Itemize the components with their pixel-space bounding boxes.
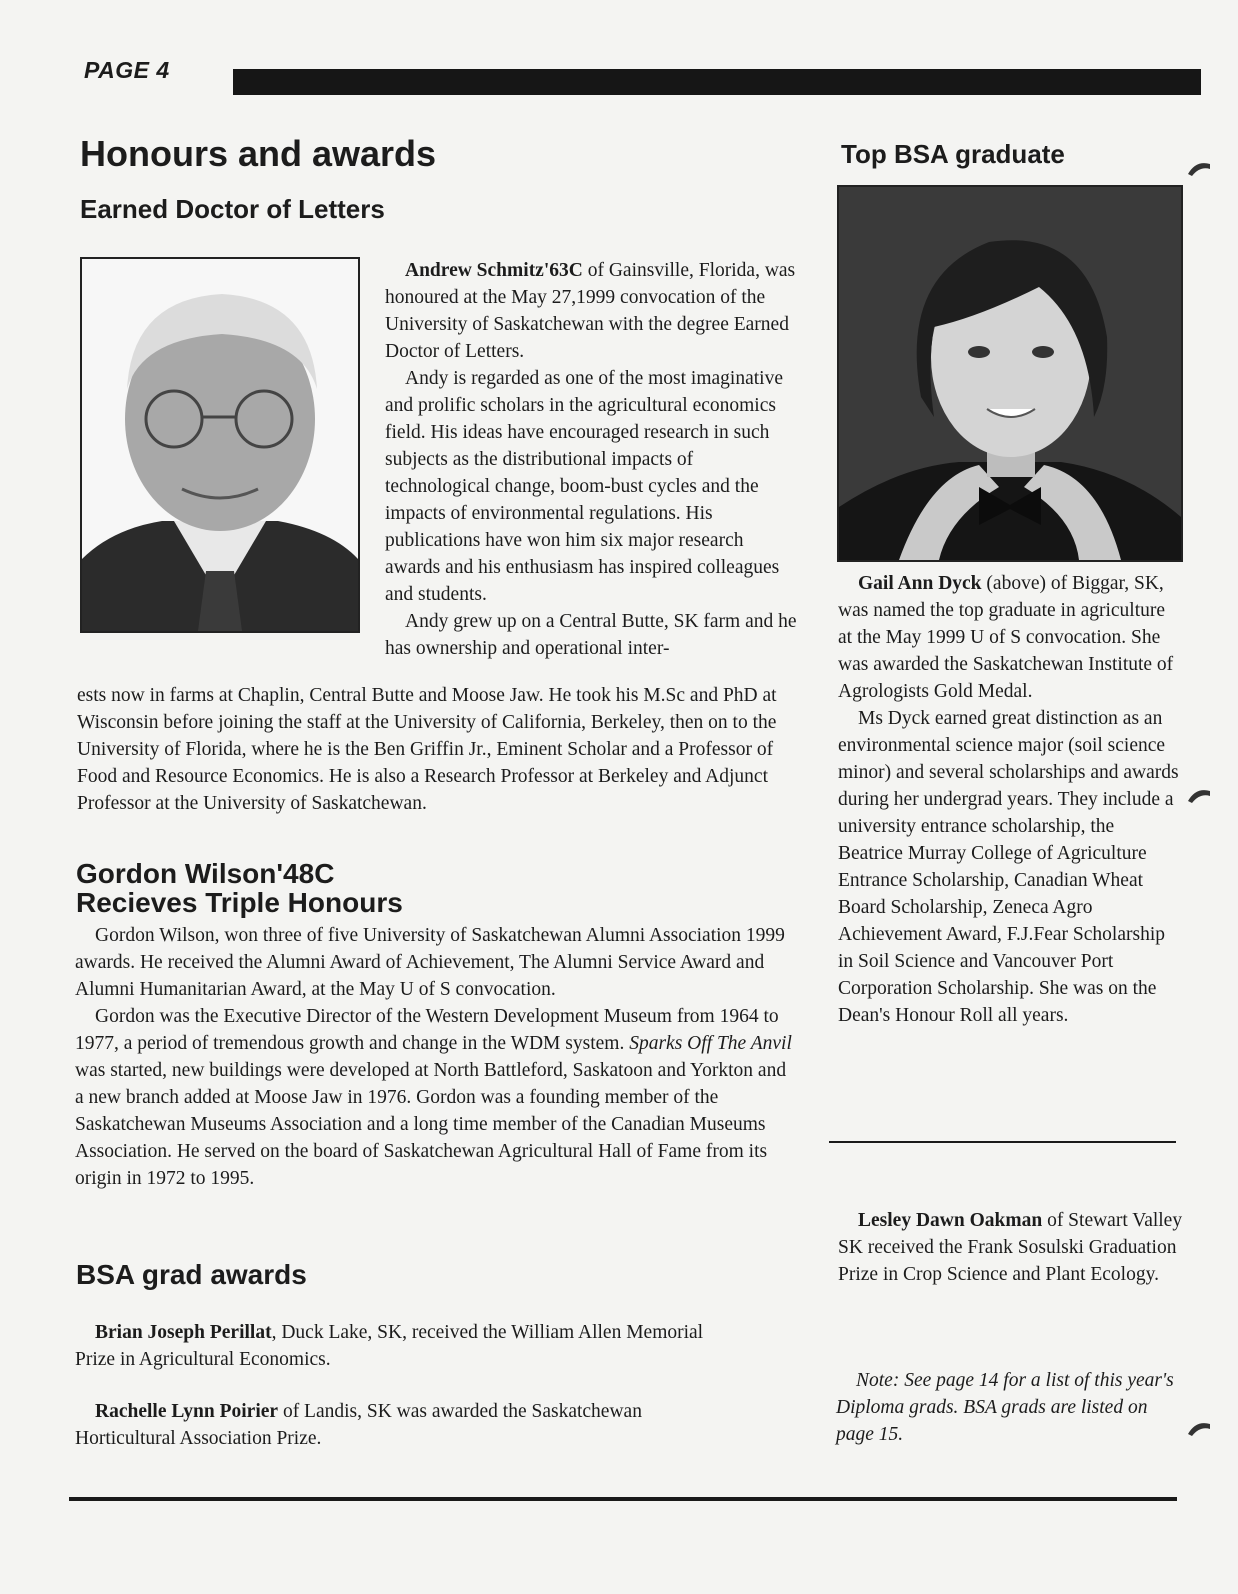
binder-hole-mark xyxy=(1188,160,1210,176)
wilson-paragraph-2a: Gordon was the Executive Director of the Western Development Museum from 1964 to 1977, a period of tremendous growth and change in the WDM system. xyxy=(75,1006,779,1054)
footer-rule xyxy=(69,1497,1177,1501)
schmitz-name: Andrew Schmitz'63C xyxy=(405,260,583,281)
page-title: Honours and awards xyxy=(80,133,437,174)
perillat-name: Brian Joseph Perillat xyxy=(95,1322,272,1343)
wilson-heading-line2: Recieves Triple Honours xyxy=(76,887,403,918)
note-text: Note: See page 14 for a list of this year's Diploma grads. BSA grads are listed on page 15. xyxy=(836,1370,1174,1445)
poirier-name: Rachelle Lynn Poirier xyxy=(95,1401,279,1422)
schmitz-intro: of Gainsville, Florida, was honoured at the May 27,1999 convocation of the University of Saskatchewan with the degree Earned Doctor of Letters. xyxy=(385,260,796,362)
diploma-note xyxy=(836,1367,1178,1448)
schmitz-paragraph-2: Andy is regarded as one of the most imaginative and prolific scholars in the agricultural economics field. His ideas have encouraged research in such subjects as the distributional impacts of technological change, boom-bust cycles and the impacts of environmental regulations. His publications have won him six major research awards and his enthusiasm has inspired colleagues and students. xyxy=(385,368,783,605)
dyck-article xyxy=(838,570,1183,1029)
bsa-award-poirier xyxy=(75,1398,745,1452)
dyck-paragraph-2: Ms Dyck earned great distinction as an environmental science major (soil science minor) and several scholarships and awards during her undergrad years. They include a university entrance scholarship, the Beatrice Murray College of Agriculture Entrance Scholarship, Canadian Wheat Board Scholarship, Zeneca Agro Achievement Award, F.J.Fear Scholarship in Soil Science and Vancouver Port Corporation Scholarship. She was on the Dean's Honour Roll all years. xyxy=(838,708,1179,1026)
schmitz-article-top xyxy=(385,257,797,662)
perillat-text: , Duck Lake, SK, received the William Allen Memorial Prize in Agricultural Economics. xyxy=(75,1322,704,1370)
dyck-name: Gail Ann Dyck xyxy=(858,573,982,594)
sparks-off-the-anvil-title: Sparks Off The Anvil xyxy=(629,1033,792,1054)
oakman-text: of Stewart Valley SK received the Frank Sosulski Graduation Prize in Crop Science and Plant Ecology. xyxy=(838,1210,1183,1285)
poirier-text: of Landis, SK was awarded the Saskatchewan Horticultural Association Prize. xyxy=(75,1401,642,1449)
wilson-paragraph-2b: was started, new buildings were developed at North Battleford, Saskatoon and Yorkton and a new branch added at Moose Jaw in 1976. Gordon was a founding member of the Saskatchewan Museums Association and a long time member of the Canadian Museums Association. He served on the board of Saskatchewan Agricultural Hall of Fame from its origin in 1972 to 1995. xyxy=(75,1060,787,1189)
schmitz-paragraph-3-start: Andy grew up on a Central Butte, SK farm and he has ownership and operational inter- xyxy=(385,611,797,659)
binder-hole-mark xyxy=(1188,1420,1210,1436)
portrait-man-image xyxy=(82,259,358,631)
wilson-article xyxy=(75,922,795,1192)
sidebar-divider xyxy=(829,1141,1176,1143)
schmitz-article-bottom xyxy=(77,682,802,817)
bsa-awards-heading: BSA grad awards xyxy=(76,1259,307,1290)
wilson-heading-line1: Gordon Wilson'48C xyxy=(76,858,335,889)
oakman-name: Lesley Dawn Oakman xyxy=(858,1210,1043,1231)
doctor-heading: Earned Doctor of Letters xyxy=(80,194,385,224)
header-bar xyxy=(233,69,1201,95)
binder-hole-mark xyxy=(1188,787,1210,803)
oakman-article xyxy=(838,1207,1183,1288)
bsa-award-perillat xyxy=(75,1319,715,1373)
portrait-woman-image xyxy=(839,187,1181,560)
page-number-label: PAGE 4 xyxy=(84,57,170,83)
dyck-intro: (above) of Biggar, SK, was named the top graduate in agriculture at the May 1999 U of S convocation. She was awarded the Saskatchewan Institute of Agrologists Gold Medal. xyxy=(838,573,1174,702)
wilson-paragraph-1: Gordon Wilson, won three of five University of Saskatchewan Alumni Association 1999 awards. He received the Alumni Award of Achievement, The Alumni Service Award and Alumni Humanitarian Award, at the May U of S convocation. xyxy=(75,925,785,1000)
andrew-schmitz-photo xyxy=(80,257,360,633)
sidebar-heading: Top BSA graduate xyxy=(841,139,1065,169)
schmitz-paragraph-3-rest: ests now in farms at Chaplin, Central Butte and Moose Jaw. He took his M.Sc and PhD at Wisconsin before joining the staff at the University of California, Berkeley, then on to the University of Florida, where he is the Ben Griffin Jr., Eminent Scholar and a Professor of Food and Resource Economics. He is also a Research Professor at Berkeley and Adjunct Professor at the University of Saskatchewan. xyxy=(77,685,777,814)
gail-ann-dyck-photo xyxy=(837,185,1183,562)
